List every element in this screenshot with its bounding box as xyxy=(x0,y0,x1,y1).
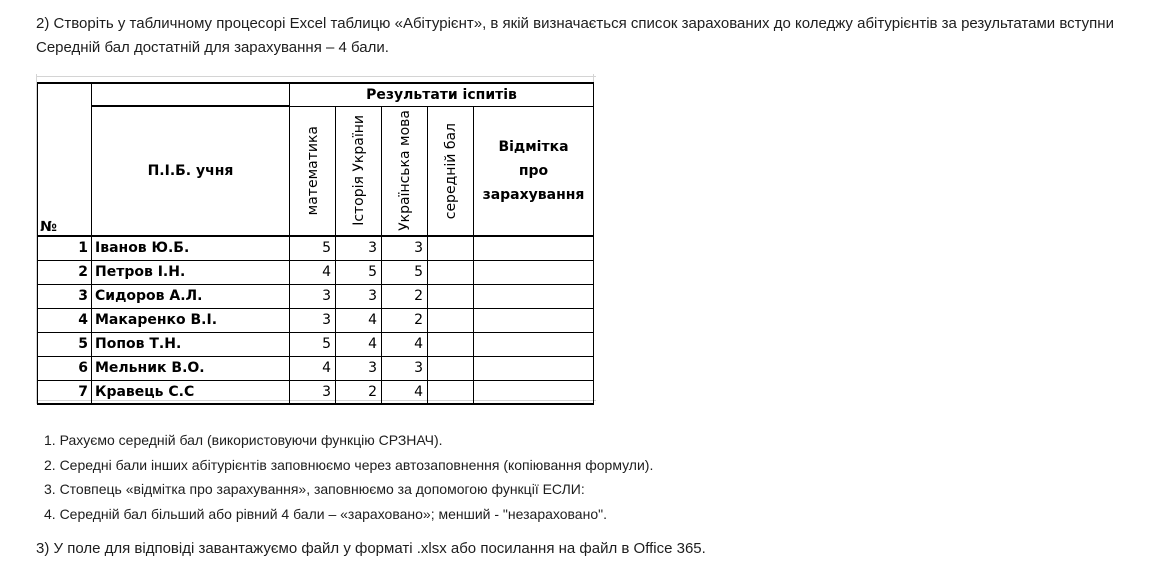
admission-mark xyxy=(474,356,594,380)
math-score: 5 xyxy=(290,332,336,356)
average-score xyxy=(428,308,474,332)
step-item: 2. Середні бали інших абітурієнтів заповнюємо через автозаповнення (копіювання формули). xyxy=(44,456,654,473)
ukr-score: 4 xyxy=(382,332,428,356)
history-score: 3 xyxy=(336,236,382,260)
admission-mark xyxy=(474,332,594,356)
col-header-history xyxy=(336,106,382,236)
admission-mark xyxy=(474,284,594,308)
student-name: Мельник В.О. xyxy=(92,356,290,380)
table-row xyxy=(38,308,594,332)
spreadsheet-image xyxy=(36,74,596,404)
student-name: Іванов Ю.Б. xyxy=(92,236,290,260)
history-score: 2 xyxy=(336,380,382,404)
col-header-number-label: № xyxy=(40,219,57,235)
col-header-history-label: Історія України xyxy=(350,115,367,227)
task-line-1: 2) Створіть у табличному процесорі Excel таблицю «Абітурієнт», в якій визначається список зарахованих до коледжу абітурієнтів за результатами вступни xyxy=(36,15,1114,32)
col-header-name: П.І.Б. учня xyxy=(92,106,290,236)
col-header-avg xyxy=(428,106,474,236)
col-header-math xyxy=(290,106,336,236)
average-score xyxy=(428,332,474,356)
exam-results-header: Результати іспитів xyxy=(290,83,594,106)
table-row xyxy=(38,332,594,356)
col-header-ukr-label: Українська мова xyxy=(396,110,413,232)
ukr-score: 3 xyxy=(382,236,428,260)
row-number: 1 xyxy=(38,236,92,260)
history-score: 3 xyxy=(336,356,382,380)
student-name: Попов Т.Н. xyxy=(92,332,290,356)
math-score: 3 xyxy=(290,308,336,332)
average-score xyxy=(428,380,474,404)
history-score: 4 xyxy=(336,332,382,356)
ukr-score: 4 xyxy=(382,380,428,404)
task-line-2: Середній бал достатній для зарахування – 4 бали. xyxy=(36,39,389,56)
step-item: 1. Рахуємо середній бал (використовуючи функцію СРЗНАЧ). xyxy=(44,432,443,448)
steps-list xyxy=(44,428,653,526)
row-number: 6 xyxy=(38,356,92,380)
admission-mark xyxy=(474,380,594,404)
col-header-mark xyxy=(474,106,594,236)
table-row xyxy=(38,356,594,380)
ukr-score: 3 xyxy=(382,356,428,380)
ukr-score: 5 xyxy=(382,260,428,284)
table-row xyxy=(38,236,594,260)
history-score: 4 xyxy=(336,308,382,332)
student-name: Петров І.Н. xyxy=(92,260,290,284)
math-score: 3 xyxy=(290,284,336,308)
col-header-ukr xyxy=(382,106,428,236)
ukr-score: 2 xyxy=(382,308,428,332)
math-score: 3 xyxy=(290,380,336,404)
step-item: 3. Стовпець «відмітка про зарахування», заповнюємо за допомогою функції ЕСЛИ: xyxy=(44,481,585,497)
table-body xyxy=(38,236,594,404)
column-header-row xyxy=(38,106,594,236)
admission-mark xyxy=(474,260,594,284)
student-name: Сидоров А.Л. xyxy=(92,284,290,308)
col-header-number xyxy=(38,83,92,236)
math-score: 4 xyxy=(290,260,336,284)
row-number: 5 xyxy=(38,332,92,356)
table-row xyxy=(38,380,594,404)
student-name: Макаренко В.І. xyxy=(92,308,290,332)
row-number: 3 xyxy=(38,284,92,308)
upload-instruction: 3) У поле для відповіді завантажуємо файл у форматі .xlsx або посилання на файл в Office 365. xyxy=(36,540,706,557)
history-score: 3 xyxy=(336,284,382,308)
row-number: 7 xyxy=(38,380,92,404)
row-number: 2 xyxy=(38,260,92,284)
name-header-top xyxy=(92,83,290,106)
admission-mark xyxy=(474,308,594,332)
task-description xyxy=(36,12,1176,60)
average-score xyxy=(428,260,474,284)
math-score: 4 xyxy=(290,356,336,380)
col-header-mark-line1: Відмітка xyxy=(498,138,569,155)
col-header-mark-line2: про xyxy=(518,162,549,179)
ukr-score: 2 xyxy=(382,284,428,308)
group-header-row xyxy=(38,83,594,106)
abiturient-table xyxy=(37,82,594,405)
history-score: 5 xyxy=(336,260,382,284)
col-header-mark-line3: зарахування xyxy=(482,186,585,203)
table-row xyxy=(38,284,594,308)
col-header-math-label: математика xyxy=(304,126,321,216)
average-score xyxy=(428,284,474,308)
math-score: 5 xyxy=(290,236,336,260)
row-number: 4 xyxy=(38,308,92,332)
col-header-avg-label: середній бал xyxy=(442,122,459,219)
student-name: Кравець С.С xyxy=(92,380,290,404)
average-score xyxy=(428,356,474,380)
average-score xyxy=(428,236,474,260)
step-item: 4. Середній бал більший або рівний 4 бали – «зараховано»; менший - "незараховано". xyxy=(44,505,607,522)
table-row xyxy=(38,260,594,284)
admission-mark xyxy=(474,236,594,260)
